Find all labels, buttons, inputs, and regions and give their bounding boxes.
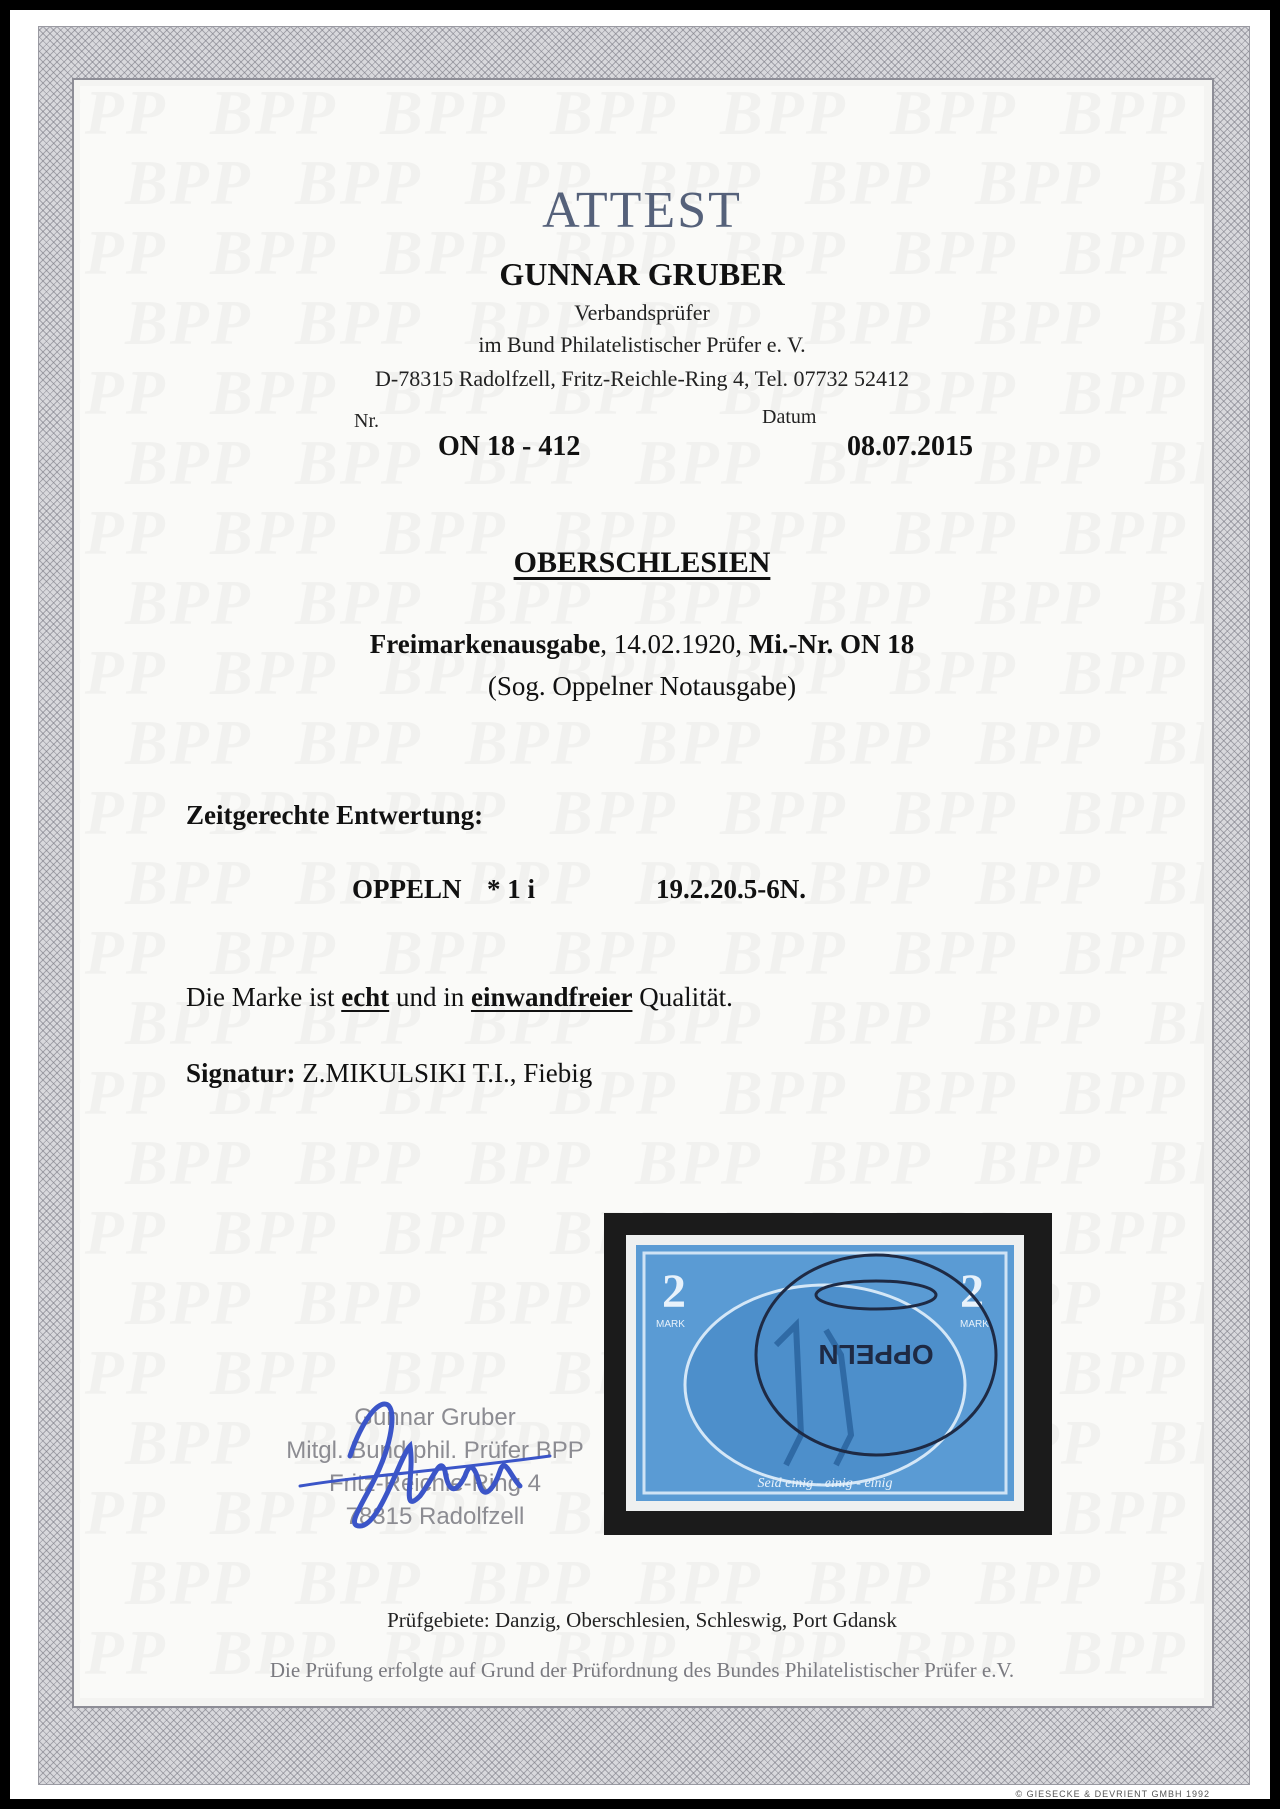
- watermark-text: [975, 846, 1102, 920]
- watermark-text: [635, 426, 762, 500]
- certificate-title: ATTEST: [542, 182, 742, 239]
- signature-value: Z.MIKULSIKI T.I., Fiebig: [295, 1058, 593, 1088]
- examiner-address: D-78315 Radolfzell, Fritz-Reichle-Ring 4, Tel. 07732 52412: [375, 366, 909, 391]
- stamp-motto: Seid einig - einig - einig: [757, 1476, 893, 1491]
- watermark-text: [125, 846, 252, 920]
- watermark-text: [80, 916, 167, 990]
- watermark-text: [550, 916, 677, 990]
- postage-stamp: [626, 1235, 1024, 1511]
- handstamp-line: 78315 Radolfzell: [345, 1503, 525, 1530]
- watermark-text: [805, 986, 932, 1060]
- verdict-genuine: echt: [341, 982, 390, 1012]
- watermark-text: [550, 86, 677, 150]
- watermark-text: [1145, 986, 1204, 1060]
- watermark-text: [210, 86, 337, 150]
- issue-note: (Sog. Oppelner Notausgabe): [487, 671, 797, 701]
- datum-label: Datum: [762, 406, 817, 428]
- watermark-text: [1060, 776, 1187, 850]
- watermark-text: [890, 1056, 1017, 1130]
- signature-line: [186, 1058, 592, 1089]
- printer-imprint: © GIESECKE & DEVRIENT GMBH 1992: [1015, 1789, 1210, 1799]
- handstamp-line: Fritz-Reichle-Ring 4: [328, 1470, 542, 1497]
- examination-areas: Prüfgebiete: Danzig, Oberschlesien, Schleswig, Port Gdansk: [387, 1608, 897, 1632]
- datum-value: 08.07.2015: [847, 431, 973, 462]
- watermark-text: [720, 1056, 847, 1130]
- watermark-text: [295, 426, 422, 500]
- watermark-text: [1145, 1686, 1204, 1698]
- watermark-text: [80, 86, 167, 150]
- stamp-photo-frame: [604, 1213, 1052, 1535]
- signature-stroke: [300, 1456, 550, 1486]
- cancel-datetime: 19.2.20.5-6N.: [656, 874, 806, 904]
- watermark-text: [125, 1686, 252, 1698]
- watermark-text: [890, 776, 1017, 850]
- handstamp-line: Gunnar Gruber: [354, 1404, 516, 1431]
- verdict-line: [186, 982, 733, 1013]
- watermark-text: [805, 1686, 932, 1698]
- legal-note: Die Prüfung erfolgte auf Grund der Prüfordnung des Bundes Philatelistischer Prüfer e.V.: [269, 1658, 1015, 1682]
- watermark-text: [550, 776, 677, 850]
- watermark-text: [720, 86, 847, 150]
- verdict-text: Die Marke ist: [186, 982, 342, 1012]
- watermark-text: [295, 1126, 422, 1200]
- watermark-text: [465, 1126, 592, 1200]
- stamp-denomination-left: 2: [662, 1265, 686, 1318]
- watermark-text: [635, 706, 762, 780]
- stamp-currency-left: MARK: [656, 1319, 685, 1330]
- certificate: [10, 10, 1270, 1799]
- watermark-text: [975, 706, 1102, 780]
- stamp-currency-right: MARK: [960, 1319, 989, 1330]
- watermark-text: [1060, 916, 1187, 990]
- watermark-text: [975, 1686, 1102, 1698]
- watermark-text: [295, 1686, 422, 1698]
- watermark-text: [380, 916, 507, 990]
- examiner-role: Verbandsprüfer: [574, 300, 710, 325]
- watermark-text: [125, 706, 252, 780]
- verdict-text: Qualität.: [632, 982, 733, 1012]
- signature-stroke: [350, 1404, 520, 1526]
- cancel-heading: Zeitgerechte Entwertung:: [186, 800, 484, 830]
- watermark-text: [80, 776, 167, 850]
- handwritten-signature: [280, 1376, 580, 1556]
- watermark-text: [1145, 1406, 1204, 1480]
- nr-label: Nr.: [354, 410, 379, 432]
- watermark-text: [635, 1126, 762, 1200]
- watermark-text: [380, 1196, 507, 1270]
- signature-label: Signatur:: [186, 1058, 296, 1088]
- watermark-text: [1060, 86, 1187, 150]
- watermark-text: [465, 1266, 592, 1340]
- stamp-oval: [685, 1285, 965, 1485]
- watermark-text: [80, 1336, 167, 1410]
- cancel-code: * 1 i: [487, 874, 536, 904]
- watermark-text: [80, 1196, 167, 1270]
- watermark-text: [125, 1126, 252, 1200]
- watermark-text: [465, 1686, 592, 1698]
- watermark-text: [210, 1196, 337, 1270]
- verdict-text: und in: [389, 982, 471, 1012]
- watermark-text: [1060, 1476, 1187, 1550]
- watermark-text: [80, 1476, 167, 1550]
- watermark-text: [295, 1266, 422, 1340]
- nr-value: ON 18 - 412: [438, 431, 581, 462]
- watermark-text: [635, 1686, 762, 1698]
- watermark-text: [805, 706, 932, 780]
- watermark-text: [465, 706, 592, 780]
- watermark-text: [890, 916, 1017, 990]
- watermark-text: [1060, 1196, 1187, 1270]
- watermark-text: [125, 426, 252, 500]
- watermark-text: [975, 426, 1102, 500]
- watermark-text: [295, 706, 422, 780]
- stamp-denomination-right: 2: [960, 1265, 984, 1318]
- catalog-number: Mi.-Nr. ON 18: [748, 629, 915, 659]
- watermark-text: [1145, 426, 1204, 500]
- watermark-text: [1060, 1336, 1187, 1410]
- postmark-text: OPPELN: [818, 1339, 934, 1370]
- watermark-text: [805, 846, 932, 920]
- watermark-text: [1145, 846, 1204, 920]
- watermark-text: [1145, 1266, 1204, 1340]
- issue-line: [80, 629, 1204, 660]
- watermark-text: [80, 1056, 167, 1130]
- handstamp-line: Mitgl. Bund phil. Prüfer BPP: [286, 1437, 584, 1464]
- region-heading: OBERSCHLESIEN: [513, 546, 771, 579]
- watermark-text: [380, 86, 507, 150]
- watermark-text: [125, 1266, 252, 1340]
- watermark-text: [1145, 1126, 1204, 1200]
- issue-date: , 14.02.1920,: [600, 629, 749, 659]
- watermark-text: [975, 986, 1102, 1060]
- watermark-text: [890, 86, 1017, 150]
- watermark-text: [210, 916, 337, 990]
- watermark-text: [1060, 1056, 1187, 1130]
- watermark-text: [720, 916, 847, 990]
- watermark-text: [720, 776, 847, 850]
- verdict-quality: einwandfreier: [470, 982, 633, 1012]
- watermark-text: [1145, 706, 1204, 780]
- examiner-association: im Bund Philatelistischer Prüfer e. V.: [478, 332, 806, 357]
- watermark-text: [975, 1126, 1102, 1200]
- watermark-text: [805, 1126, 932, 1200]
- certificate-paper: [80, 86, 1204, 1698]
- issue-name: Freimarkenausgabe: [369, 629, 601, 659]
- cancel-place: OPPELN: [352, 874, 462, 904]
- examiner-name: GUNNAR GRUBER: [499, 256, 785, 292]
